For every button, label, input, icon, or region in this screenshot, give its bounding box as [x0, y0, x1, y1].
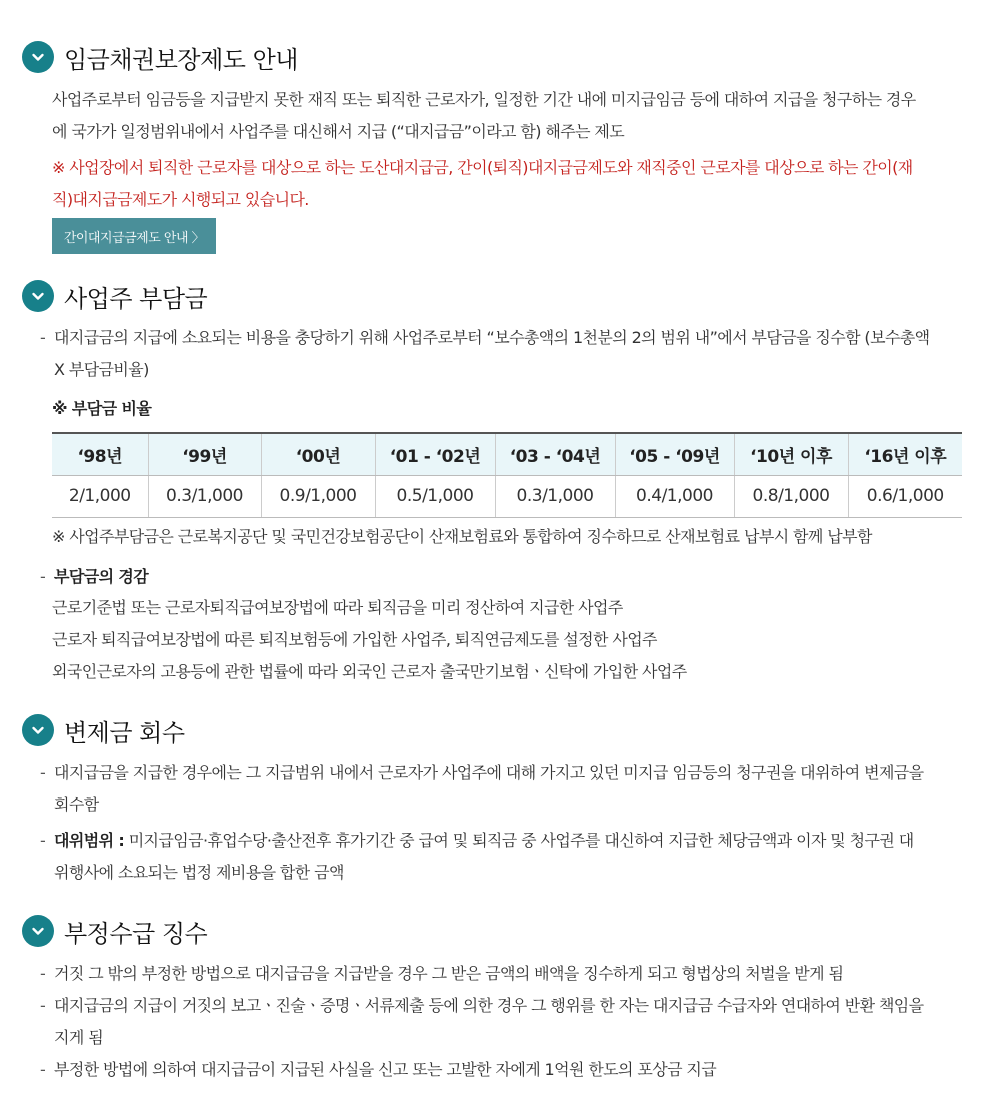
section-title: 임금채권보장제도 안내: [64, 45, 298, 74]
dash-marker: -: [40, 996, 46, 1015]
levy-line: X 부담금비율): [54, 360, 149, 379]
section-header-recovery: [22, 713, 185, 747]
recovery-description: [40, 757, 924, 821]
table-header-cell: ‘99년: [148, 433, 261, 475]
section-header-fraud-recovery: [22, 914, 207, 948]
table-header-cell: ‘03 - ‘04년: [495, 433, 615, 475]
section-header-employer-levy: [22, 279, 207, 313]
section-title: 부정수급 징수: [64, 919, 208, 948]
chevron-down-icon[interactable]: [22, 915, 54, 947]
table-header-cell: ‘16년 이후: [848, 433, 962, 475]
dash-marker: -: [40, 1060, 46, 1079]
reduction-heading: 부담금의 경감: [54, 567, 149, 586]
table-cell: 2/1,000: [52, 475, 148, 517]
table-cell: 0.3/1,000: [148, 475, 261, 517]
table-header-cell: ‘00년: [261, 433, 375, 475]
dash-marker: -: [40, 831, 46, 850]
fraud-list: [40, 958, 924, 1086]
intro-paragraph: [52, 84, 916, 148]
recovery-line: 대지급금을 지급한 경우에는 그 지급범위 내에서 근로자가 사업주에 대해 가지고 있던 미지급 임금등의 청구권을 대위하여 변제금을: [54, 763, 924, 782]
chevron-down-icon[interactable]: [22, 41, 54, 73]
dash-marker: -: [40, 763, 46, 782]
list-item: 외국인근로자의 고용등에 관한 법률에 따라 외국인 근로자 출국만기보험ㆍ신탁에 가입한 사업주: [52, 662, 687, 681]
notice-line: 직)대지급금제도가 시행되고 있습니다.: [52, 190, 309, 209]
chevron-down-icon[interactable]: [22, 280, 54, 312]
notice-line: ※ 사업장에서 퇴직한 근로자를 대상으로 하는 도산대지급금, 간이(퇴직)대지급금제도와 재직중인 근로자를 대상으로 하는 간이(재: [52, 158, 913, 177]
section-header-wage-claim: [22, 40, 298, 74]
table-header-row: [52, 433, 962, 475]
fraud-line: 거짓 그 밖의 부정한 방법으로 대지급금을 지급받을 경우 그 받은 금액의 배액을 징수하게 되고 형법상의 처벌을 받게 됨: [54, 964, 844, 983]
chevron-down-icon[interactable]: [22, 714, 54, 746]
recovery-line: 회수함: [54, 795, 99, 814]
scope-line: 미지급임금·휴업수당·출산전후 휴가기간 중 급여 및 퇴직금 중 사업주를 대신하여 지급한 체당금액과 이자 및 청구권 대: [124, 831, 914, 850]
fraud-line: 지게 됨: [54, 1028, 104, 1047]
table-header-cell: ‘98년: [52, 433, 148, 475]
subrogation-scope: [40, 825, 914, 889]
table-footnote: ※ 사업주부담금은 근로복지공단 및 국민건강보험공단이 산재보험료와 통합하여 징수하므로 산재보험료 납부시 함께 납부함: [52, 527, 872, 546]
table-cell: 0.4/1,000: [615, 475, 734, 517]
fraud-line: 대지급금의 지급이 거짓의 보고ㆍ진술ㆍ증명ㆍ서류제출 등에 의한 경우 그 행위를 한 자는 대지급금 수급자와 연대하여 반환 책임을: [54, 996, 924, 1015]
list-item: [40, 1054, 924, 1086]
ratio-heading: ※ 부담금 비율: [52, 399, 152, 418]
table-cell: 0.6/1,000: [848, 475, 962, 517]
dash-marker: -: [40, 328, 46, 347]
table-cell: 0.3/1,000: [495, 475, 615, 517]
list-item: 근로자 퇴직급여보장법에 따른 퇴직보험등에 가입한 사업주, 퇴직연금제도를 설정한 사업주: [52, 630, 657, 649]
levy-line: 대지급금의 지급에 소요되는 비용을 충당하기 위해 사업주로부터 “보수총액의 1천분의 2의 범위 내”에서 부담금을 징수함 (보수총액: [54, 328, 930, 347]
section-title: 변제금 회수: [64, 718, 185, 747]
table-cell: 0.5/1,000: [375, 475, 495, 517]
section-title: 사업주 부담금: [64, 284, 208, 313]
table-cell: 0.9/1,000: [261, 475, 375, 517]
list-item: 근로기준법 또는 근로자퇴직급여보장법에 따라 퇴직금을 미리 정산하여 지급한 사업주: [52, 598, 623, 617]
scope-line: 위행사에 소요되는 법정 제비용을 합한 금액: [54, 863, 344, 882]
notice-paragraph: [52, 152, 913, 216]
fraud-line: 부정한 방법에 의하여 대지급금이 지급된 사실을 신고 또는 고발한 자에게 1억원 한도의 포상금 지급: [54, 1060, 717, 1079]
reduction-block: [40, 561, 148, 593]
simple-payment-guide-button[interactable]: 간이대지급금제도 안내 〉: [52, 218, 216, 254]
table-header-cell: ‘01 - ‘02년: [375, 433, 495, 475]
levy-description: [40, 322, 930, 386]
reduction-list: [52, 592, 687, 688]
table-header-cell: ‘05 - ‘09년: [615, 433, 734, 475]
list-item: [40, 990, 924, 1022]
intro-line: 사업주로부터 임금등을 지급받지 못한 재직 또는 퇴직한 근로자가, 일정한 기간 내에 미지급임금 등에 대하여 지급을 청구하는 경우: [52, 90, 916, 109]
table-cell: 0.8/1,000: [734, 475, 848, 517]
table-header-cell: ‘10년 이후: [734, 433, 848, 475]
levy-ratio-table: [52, 432, 962, 518]
dash-marker: -: [40, 964, 46, 983]
list-item: [40, 958, 924, 990]
dash-marker: -: [40, 567, 46, 586]
table-row: [52, 475, 962, 517]
intro-line: 에 국가가 일정범위내에서 사업주를 대신해서 지급 (“대지급금”이라고 함) 해주는 제도: [52, 122, 625, 141]
scope-label: 대위범위 :: [54, 831, 125, 850]
